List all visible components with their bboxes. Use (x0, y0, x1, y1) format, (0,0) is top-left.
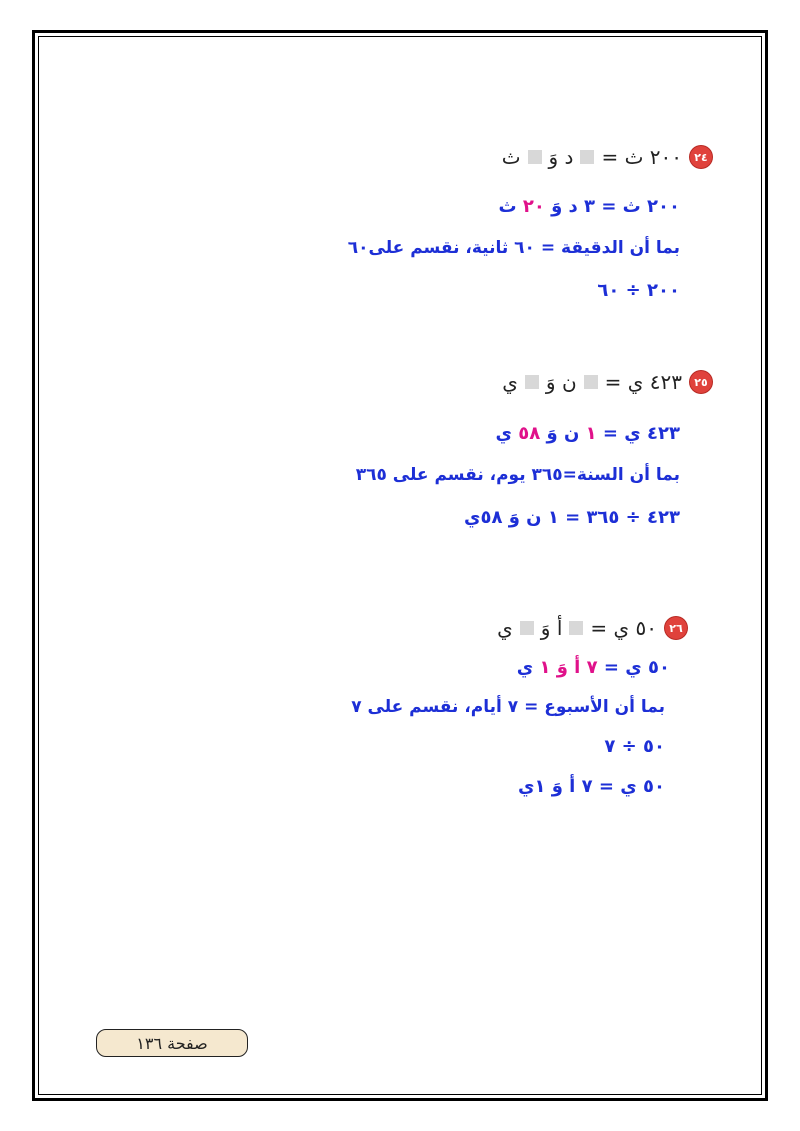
answer-highlight: ٧ (586, 657, 598, 678)
question-25 (502, 370, 712, 394)
question-text-end: ي (502, 370, 518, 394)
answer-highlight: ٣ (584, 196, 596, 217)
page-number-label: صفحة ١٣٦ (96, 1029, 248, 1057)
answer-part: ٤٢٣ ي = (596, 423, 680, 444)
problem-number-badge: ٢٦ (665, 617, 687, 639)
note-24: بما أن الدقيقة = ٦٠ ثانية، نقسم على٦٠ (347, 238, 680, 258)
answer-part: ٥٠ ي = (597, 657, 670, 678)
answer-highlight: ١ (585, 423, 597, 444)
problem-number-badge: ٢٥ (690, 371, 712, 393)
answer-26 (517, 657, 670, 678)
question-text-start: ٥٠ ي = (590, 616, 657, 640)
answer-part: ن وَ (540, 423, 586, 444)
answer-part: ي (516, 657, 540, 678)
question-text-middle: ن وَ (545, 370, 577, 394)
question-26 (497, 616, 687, 640)
question-text-end: ي (497, 616, 513, 640)
answer-highlight: ١ (539, 657, 551, 678)
final-26: ٥٠ ي = ٧ أ وَ ١ي (517, 776, 665, 797)
answer-25 (496, 423, 680, 444)
question-text-middle: د وَ (548, 145, 574, 169)
question-text-middle: أ وَ (540, 616, 563, 640)
note-26: بما أن الأسبوع = ٧ أيام، نقسم على ٧ (351, 697, 665, 717)
answer-part: ي (495, 423, 519, 444)
answer-part: ث (498, 196, 523, 217)
question-text-start: ٢٠٠ ث = (601, 145, 682, 169)
answer-highlight: ٥٨ (518, 423, 541, 444)
blank-box (528, 150, 542, 164)
calc-24: ٢٠٠ ÷ ٦٠ (597, 280, 680, 301)
note-25: بما أن السنة=٣٦٥ يوم، نقسم على ٣٦٥ (355, 465, 680, 485)
answer-part: د وَ (544, 196, 585, 217)
answer-part: ٢٠٠ ث = (595, 196, 680, 217)
question-text-start: ٤٢٣ ي = (604, 370, 682, 394)
blank-box (520, 621, 534, 635)
calc-26: ٥٠ ÷ ٧ (604, 736, 665, 757)
question-text-end: ث (501, 145, 521, 169)
answer-highlight: ٢٠ (522, 196, 545, 217)
blank-box (525, 375, 539, 389)
answer-highlight-unit: أ وَ (550, 657, 587, 678)
question-24 (502, 145, 712, 169)
page-border-inner (38, 36, 762, 1095)
blank-box (569, 621, 583, 635)
blank-box (584, 375, 598, 389)
problem-number-badge: ٢٤ (690, 146, 712, 168)
calc-25: ٤٢٣ ÷ ٣٦٥ = ١ ن وَ ٥٨ي (463, 507, 680, 528)
blank-box (580, 150, 594, 164)
answer-24 (498, 196, 680, 217)
